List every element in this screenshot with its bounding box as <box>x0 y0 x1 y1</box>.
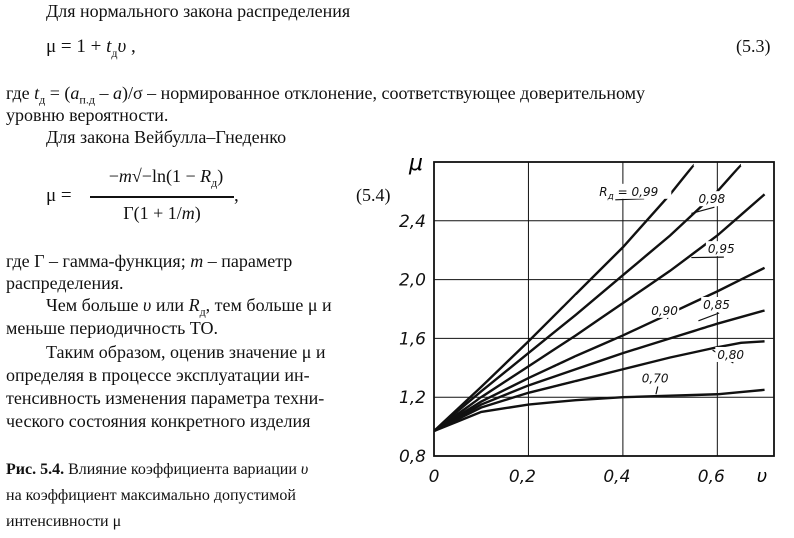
paragraph-gamma-def <box>6 250 292 272</box>
p4-m: m <box>190 251 204 271</box>
x-tick-label: 0,4 <box>603 467 631 487</box>
p2-a2: a <box>112 83 122 103</box>
p5-v: υ <box>143 295 152 315</box>
p4-b: – параметр <box>203 251 293 271</box>
p2-d: )/σ – нормированное отклонение, соответствующее доверительному <box>121 83 646 103</box>
series-line-4 <box>434 310 765 431</box>
series-label-leader-6 <box>656 387 658 395</box>
caption-l1: Влияние коэффициента вариации <box>64 461 301 478</box>
series-label-5: 0,80 <box>717 347 745 362</box>
p4-a: где Γ – гамма-функция; <box>6 251 191 271</box>
eq53-tail: , <box>126 36 136 57</box>
series-label-0: $R_д = 0,99$ <box>599 184 659 202</box>
p2-a1sub: п.д <box>79 92 95 107</box>
caption-v: υ <box>300 461 309 478</box>
paragraph-conclusion-l4: ческого состояния конкретного изделия <box>6 411 311 431</box>
x-tick-label: 0 <box>428 467 440 487</box>
y-tick-label: 2,0 <box>398 270 426 291</box>
paragraph-normal-law: Для нормального закона распределения <box>46 1 351 21</box>
eq54-denominator <box>92 203 232 224</box>
y-tick-label: 2,4 <box>398 211 426 232</box>
mu-vs-v-chart <box>398 150 778 530</box>
eq54-numerator <box>92 166 240 191</box>
series-line-1 <box>434 165 741 431</box>
series-label-leader-1 <box>691 207 714 213</box>
x-tick-label: 0,2 <box>508 467 536 487</box>
eq54-R: R <box>200 166 212 186</box>
series-label-3: 0,90 <box>651 303 678 318</box>
eq54-sqrt: √−ln(1 − <box>131 166 201 186</box>
p2-a1: a <box>70 83 80 103</box>
series-label-leader-4 <box>698 313 719 321</box>
eq54-gamma: Γ(1 + 1/ <box>123 203 182 223</box>
paragraph-td-line2: уровню вероятности. <box>6 105 169 125</box>
equation-number-5-4: (5.4) <box>356 185 391 205</box>
p5-c: , тем больше μ и <box>205 295 332 315</box>
y-tick-label: 1,6 <box>398 329 426 350</box>
series-label-1: 0,98 <box>698 192 726 207</box>
x-axis-label: υ <box>756 466 768 487</box>
equation-5-3 <box>46 36 136 64</box>
x-tick-label: 0,6 <box>697 467 725 487</box>
p2-b: = ( <box>45 83 71 103</box>
eq53-v: υ <box>117 36 127 57</box>
p2-tsub: д <box>39 92 46 107</box>
paragraph-more-v-l2: меньше периодичность ТО. <box>6 318 219 338</box>
eq54-denom-close: ) <box>194 203 201 223</box>
y-axis-label: μ <box>409 151 423 176</box>
caption-label: Рис. 5.4. <box>6 461 65 478</box>
eq54-lhs: μ = <box>46 185 72 206</box>
p5-b: или <box>151 295 189 315</box>
y-tick-label: 0,8 <box>398 447 426 467</box>
figure-caption-l3: интенсивности μ <box>6 513 122 530</box>
p2-c: – <box>94 83 113 103</box>
p2-t: t <box>34 83 40 103</box>
paragraph-conclusion-l2: определяя в процессе эксплуатации ин- <box>6 365 310 385</box>
eq54-tail: , <box>234 185 239 206</box>
figure-caption-l2: на коэффициент максимально допустимой <box>6 487 296 504</box>
y-tick-label: 1,2 <box>398 388 426 409</box>
eq54-denom-m: m <box>181 203 195 223</box>
series-label-6: 0,70 <box>641 371 669 386</box>
p2-a: где <box>6 83 35 103</box>
eq53-t: t <box>106 36 112 57</box>
eq53-tsub: д <box>111 45 118 60</box>
figure-caption-l1 <box>6 458 308 482</box>
series-line-0 <box>434 165 694 431</box>
eq54-minus: − <box>108 166 119 186</box>
eq54-m: m <box>118 166 132 186</box>
paragraph-conclusion-l1: Таким образом, оценив значение μ и <box>46 342 326 362</box>
p5-Rsub: д <box>199 304 206 319</box>
series-label-4: 0,85 <box>703 298 730 312</box>
p5-R: R <box>188 295 200 315</box>
chart-tick-labels <box>399 212 725 487</box>
series-label-2: 0,95 <box>707 242 735 257</box>
p5-a: Чем больше <box>46 295 144 315</box>
paragraph-weibull: Для закона Вейбулла–Гнеденко <box>46 127 287 147</box>
eq53-lhs: μ = 1 + <box>46 36 107 57</box>
paragraph-gamma-def-l2: распределения. <box>6 273 124 293</box>
series-label-leader-0 <box>615 199 644 200</box>
eq54-fraction-bar <box>90 196 234 198</box>
eq54-close: ) <box>217 166 224 186</box>
equation-number-5-3: (5.3) <box>736 36 771 56</box>
paragraph-conclusion-l3: тенсивность изменения параметра техни- <box>6 388 325 408</box>
eq54-Rsub: д <box>211 175 218 190</box>
